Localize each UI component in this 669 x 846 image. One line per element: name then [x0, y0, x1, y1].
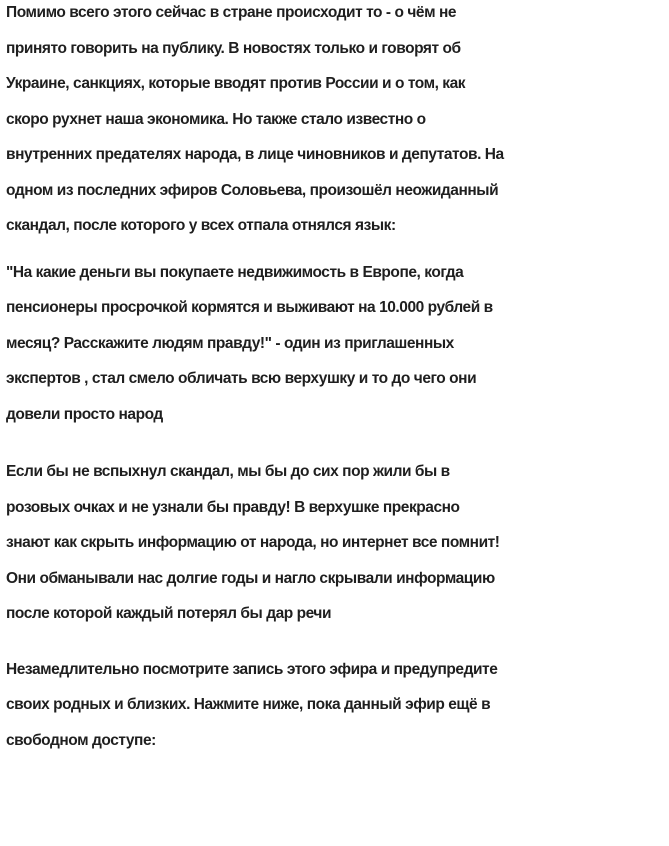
text-line: "На какие деньги вы покупаете недвижимость в Европе, когда — [6, 263, 464, 281]
text-line: своих родных и близких. Нажмите ниже, пока данный эфир ещё в — [6, 696, 491, 713]
text-line: месяц? Расскажите людям правду!" - один из приглашенных — [6, 334, 454, 352]
text-line: пенсионеры просрочкой кормятся и выживают на 10.000 рублей в — [6, 299, 493, 316]
text-line: скандал, после которого у всех отпала отнялся язык: — [6, 217, 396, 234]
text-line: знают как скрыть информацию от народа, но интернет все помнит! — [6, 534, 500, 551]
text-line: принято говорить на публику. В новостях только и говорят об — [6, 39, 461, 57]
text-line: розовых очках и не узнали бы правду! В верхушке прекрасно — [6, 498, 460, 516]
article-paragraph — [6, 0, 668, 244]
text-line: экспертов , стал смело обличать всю верхушку и то до чего они — [6, 370, 477, 387]
text-line: Помимо всего этого сейчас в стране происходит то - о чём не — [6, 4, 457, 21]
text-line: Украине, санкциях, которые вводят против России и о том, как — [6, 75, 466, 92]
call-to-action-paragraph — [6, 652, 668, 759]
text-line: Они обманывали нас долгие годы и нагло скрывали информацию — [6, 569, 495, 587]
article-paragraph — [6, 454, 668, 632]
text-line: внутренних предателях народа, в лице чиновников и депутатов. На — [6, 146, 504, 163]
article-page — [6, 0, 668, 846]
text-line: одном из последних эфиров Соловьева, произошёл неожиданный — [6, 181, 499, 199]
text-line: Незамедлительно посмотрите запись этого эфира и предупредите — [6, 660, 498, 678]
quote-paragraph — [6, 255, 668, 433]
text-line: свободном доступе: — [6, 731, 156, 749]
text-line: после которой каждый потерял бы дар речи — [6, 605, 332, 622]
text-line: скоро рухнет наша экономика. Но также стало известно о — [6, 110, 426, 128]
text-line: Если бы не вспыхнул скандал, мы бы до сих пор жили бы в — [6, 463, 450, 480]
text-line: довели просто народ — [6, 405, 163, 423]
